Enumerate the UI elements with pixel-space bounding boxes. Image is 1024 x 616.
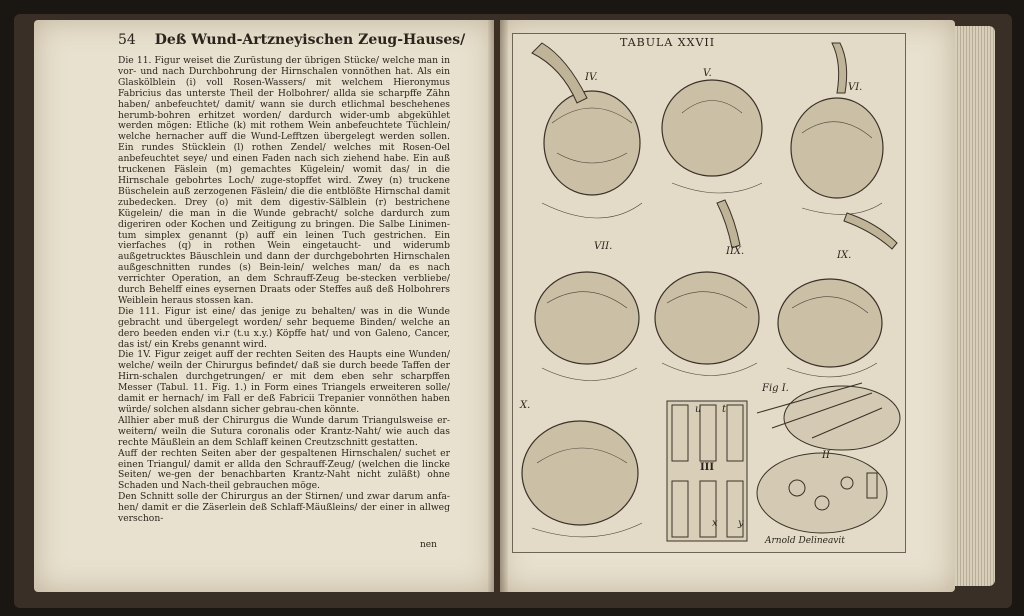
bandage-letter-y: y	[738, 518, 744, 529]
label-figure-iii: III	[700, 462, 715, 473]
paragraph: Die 11. Figur weiset die Zurüstung der übrigen Stücke/ welche man in vor- und nach Durchbohrung der Hirnschalen vonnöthen hat. Als ein Glaskölblein (i) voll Rosen-Wassers/ mit welchem Hieronymus Fabricius das unterste Theil der Holbohrer/ allda sie scharpffe Zähn haben/ anbefeuchtet/ damit/ wann sie durch etlichmal beschehenes herumb-bohren erhitzet worden/ dardurch wider-umb abgekühlet werden mögen: Etliche (k) mit rothem Wein anbefeuchtete Tüchlein/ welche hernacher auff die Wund-Lefftzen übergelegt werden sollen. Ein rundes Stücklein (l) rothen Zendel/ welches mit Rosen-Oel anbefeuchtet seye/ und einen Faden nach sich ziehend habe. Ein auß truckenen Fäslein (m) gemachtes Kügelein/ womit das/ in die Hirnschale gebohrtes Loch/ zuge-stopffet wird. Zwey (n) truckene Büschelein auß zerzogenen Fäslein/ die die entblößte Hirnschal damit zubedecken. Drey (o) mit dem digestiv-Sälblein (r) bestrichene Kügelein/ die man in die Wunde gebracht/ solche dardurch zum digeriren oder Kochen und Zeitigung zu bringen. Die Salbe Linimen-tum simplex genannt (p) auff ein leinen Tuch gestrichen. Ein vierfaches (q) in rothen Wein eingetaucht- und widerumb außgetrucktes Bäuschlein und dann der durchgebohrten Hirnschalen außgeschnitten rundes (s) Bein-lein/ welches man/ da es nach verrichter Operation, an dem Schrauff-Zeug be-stecken verbliebe/ durch Behelff eines eysernen Draats oder Steffes auß deß Holbohrers Weiblein heraus stossen kan.	[118, 56, 450, 306]
bandage-letter-x: x	[712, 518, 718, 529]
book-gutter	[488, 20, 508, 592]
label-figure-ii: II	[822, 450, 830, 461]
bandage-letter-t: t	[722, 404, 727, 415]
head-figure-iv	[544, 91, 640, 195]
engraver-signature: Arnold Delineavit	[765, 536, 845, 546]
plate-illustration	[512, 33, 904, 551]
dressing-tray	[757, 453, 887, 533]
paragraph: Allhier aber muß der Chirurgus die Wunde darum Triangulsweise er-weitern/ weiln die Sutura coronalis oder Krantz-Naht/ wie auch das rechte Mäußlein an dem Schlaff keinen Creutzschnitt gestatten.	[118, 414, 450, 448]
paragraph: Auff der rechten Seiten aber der gespaltenen Hirnschalen/ suchet er einen Triangul/ damit er allda den Schrauff-Zeug/ (welchen die lincke Seiten/ we-gen der benachbarten Krantz-Naht nicht zuläßt) ohne Schaden und Nach-theil gebrauchen möge.	[118, 447, 450, 492]
label-figure-iv: IV.	[585, 72, 598, 83]
running-head	[118, 32, 478, 54]
plate-title: TABULA XXVII	[620, 36, 716, 49]
label-figure-vi: VI.	[848, 82, 863, 93]
label-figure-vii: VII.	[594, 241, 613, 252]
head-figure-vii	[535, 272, 639, 364]
head-figure-x	[522, 421, 638, 525]
label-figure-v: V.	[703, 68, 712, 79]
label-figure-x: X.	[520, 400, 531, 411]
bandage-letter-u: u	[695, 404, 702, 415]
catchword: nen	[420, 540, 437, 550]
paragraph: Die 1V. Figur zeiget auff der rechten Seiten des Haupts eine Wunden/ welche/ weiln der Chirurgus befindet/ daß sie durch beede Taffen der Hirn-schalen durchgetrungen/ er mit dem eben sehr scharpffen Messer (Tabul. 11. Fig. 1.) in Form eines Triangels erweiteren solle/ damit er hernach/ im Fall er deß Fabricii Trepanier vonnöthen haben würde/ solchen alsdann sicher gebrau-chen könnte.	[118, 349, 450, 415]
body-text	[118, 56, 450, 556]
page-number: 54	[118, 32, 136, 48]
label-figure-i: Fig I.	[762, 383, 789, 394]
head-figure-v	[662, 80, 762, 176]
label-figure-ix: IX.	[837, 250, 852, 261]
head-figure-iix	[655, 272, 759, 364]
head-figure-ix	[778, 279, 882, 367]
head-figure-vi	[791, 98, 883, 198]
paragraph: Die 111. Figur ist eine/ das jenige zu behalten/ was in die Wunde gebracht und übergelegt worden/ sehr bequeme Binden/ welche an dero beeden enden vi.r (t.u x.y.) Köpffe hat/ und von Galeno, Cancer, das ist/ ein Krebs genannt wird.	[118, 305, 450, 350]
page-edges	[955, 26, 995, 586]
label-figure-iix: IIX.	[726, 246, 745, 257]
paragraph: Den Schnitt solle der Chirurgus an der Stirnen/ und zwar darum anfa-hen/ damit er die Zäserlein deß Schlaff-Mäußleins/ der einer in allweg verschon-	[118, 491, 450, 525]
running-head-title: Deß Wund-Artzneyischen Zeug-Hauses/	[154, 32, 466, 48]
